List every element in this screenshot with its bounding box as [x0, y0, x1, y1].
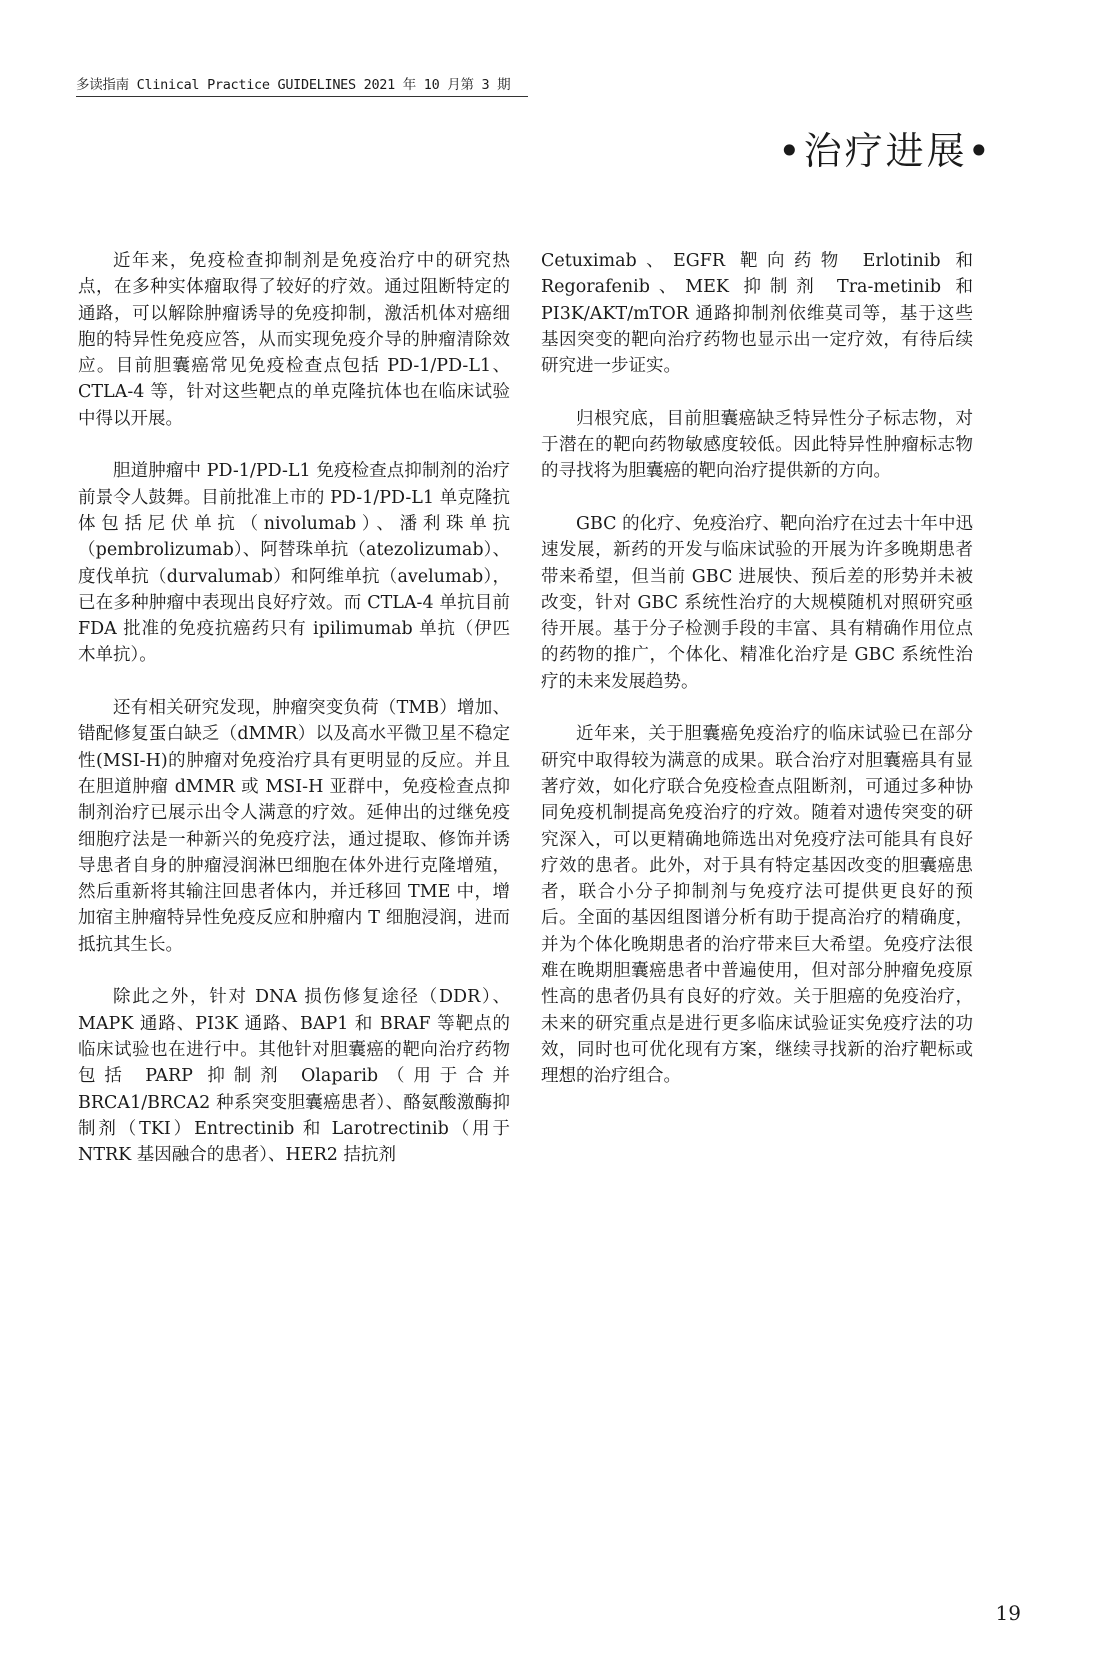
paragraph: 还有相关研究发现，肿瘤突变负荷（TMB）增加、错配修复蛋白缺乏（dMMR）以及高水平微卫星不稳定 性(MSI-H)的肿瘤对免疫治疗具有更明显的反应。并且在胆道肿瘤 dMMR 或 MSI-H 亚群中，免疫检查点抑制剂治疗已展示出令人满意的疗效。延伸出的过继免疫细胞疗法是一种新兴的免疫疗法，通过提取、修饰并诱导患者自身的肿瘤浸润淋巴细胞在体外进行克隆增殖，然后重新将其输注回患者体内，并迁移回 TME 中，增加宿主肿瘤特异性免疫反应和肿瘤内 T 细胞浸润，进而抵抗其生长。	[78, 698, 510, 955]
paragraph: 归根究底，目前胆囊癌缺乏特异性分子标志物，对于潜在的靶向药物敏感度较低。因此特异性肿瘤标志物的寻找将为胆囊癌的靶向治疗提供新的方向。	[541, 408, 973, 482]
left-column	[78, 248, 510, 1195]
paragraph: GBC 的化疗、免疫治疗、靶向治疗在过去十年中迅速发展，新药的开发与临床试验的开展为许多晚期患者带来希望，但当前 GBC 进展快、预后差的形势并未被改变，针对 GBC 系统性治疗的大规模随机对照研究亟待开展。基于分子检测手段的丰富、具有精确作用位点的药物的推广，个体化、精准化治疗是 GBC 系统性治疗的未来发展趋势。	[541, 513, 973, 692]
paragraph: 胆道肿瘤中 PD-1/PD-L1 免疫检查点抑制剂的治疗前景令人鼓舞。目前批准上市的 PD-1/PD-L1 单克隆抗体包括尼伏单抗（nivolumab）、潘利珠单抗（pembrolizumab）、阿替珠单抗（atezolizumab）、度伐单抗（durvalumab）和阿维单抗（avelumab），已在多种肿瘤中表现出良好疗效。而 CTLA-4 单抗目前 FDA 批准的免疫抗癌药只有 ipilimumab 单抗（伊匹木单抗）。	[78, 461, 510, 666]
page-number: 19	[995, 1601, 1021, 1625]
section-title: •治疗进展•	[778, 129, 993, 173]
paragraph: 近年来，关于胆囊癌免疫治疗的临床试验已在部分研究中取得较为满意的成果。联合治疗对胆囊癌具有显著疗效，如化疗联合免疫检查点阻断剂，可通过多种协同免疫机制提高免疫治疗的疗效。随着对遗传突变的研究深入，可以更精确地筛选出对免疫疗法可能具有良好疗效的患者。此外，对于具有特定基因改变的胆囊癌患者，联合小分子抑制剂与免疫疗法可提供更良好的预后。全面的基因组图谱分析有助于提高治疗的精确度，并为个体化晚期患者的治疗带来巨大希望。免疫疗法很难在晚期胆囊癌患者中普遍使用，但对部分肿瘤免疫原性高的患者仍具有良好的疗效。关于胆癌的免疫治疗，未来的研究重点是进行更多临床试验证实免疫疗法的功效，同时也可优化现有方案，继续寻找新的治疗靶标或理想的治疗组合。	[541, 724, 973, 1087]
paragraph: 近年来，免疫检查抑制剂是免疫治疗中的研究热点，在多种实体瘤取得了较好的疗效。通过阻断特定的通路，可以解除肿瘤诱导的免疫抑制，激活机体对癌细胞的特异性免疫应答，从而实现免疫介导的肿瘤清除效应。目前胆囊癌常见免疫检查点包括 PD-1/PD-L1、CTLA-4 等，针对这些靶点的单克隆抗体也在临床试验中得以开展。	[78, 251, 510, 429]
running-header: 多读指南 Clinical Practice GUIDELINES 2021 年 10 月第 3 期	[76, 73, 528, 97]
right-column	[541, 248, 973, 1116]
paragraph: 除此之外，针对 DNA 损伤修复途径（DDR）、MAPK 通路、PI3K 通路、BAP1 和 BRAF 等靶点的临床试验也在进行中。其他针对胆囊癌的靶向治疗药物包括 PARP 抑制剂 Olaparib（用于合并 BRCA1/BRCA2 种系突变胆囊癌患者）、酪氨酸激酶抑制剂（TKI）Entrectinib 和 Larotrectinib（用于 NTRK 基因融合的患者）、HER2 拮抗剂	[78, 987, 510, 1166]
paragraph-continuation: Cetuximab、EGFR 靶向药物 Erlotinib 和 Regorafenib、MEK 抑制剂 Tra-metinib 和 PI3K/AKT/mTOR 通路抑制剂依维莫司等，基于这些基因突变的靶向治疗药物也显示出一定疗效，有待后续研究进一步证实。	[541, 251, 973, 377]
